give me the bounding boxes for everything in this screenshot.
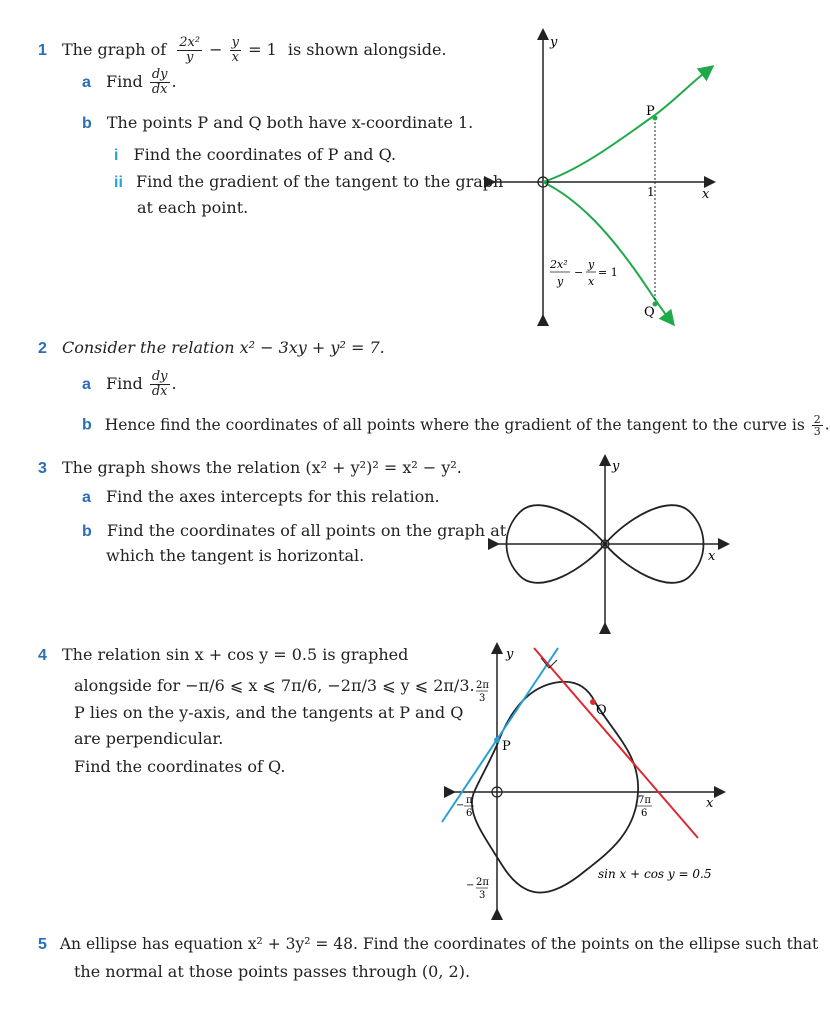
q1bii-line [114,172,503,193]
svg-text:6: 6 [641,808,648,819]
q4-tick-y-top [476,680,489,704]
svg-text:−: − [574,266,584,279]
q1-eq-rhs: = 1 [248,40,277,59]
q3a-text: Find the axes intercepts for this relation. [106,487,440,506]
svg-text:y: y [588,258,595,271]
q3-stem: The graph shows the relation (x² + y²)² = x² − y². [62,458,462,477]
svg-text:= 1: = 1 [598,266,618,279]
q4-tangent-Q [534,648,698,838]
q1a-line: a Find $\frac{dy}{dx}$ . [82,67,177,97]
svg-text:−: − [466,880,475,891]
q1-label-P: P [646,104,655,119]
q4-graph [430,640,730,920]
q1b-text: The points P and Q both have x-coordinate 1. [106,113,474,132]
q1bii-text1: Find the gradient of the tangent to the graph [135,172,504,191]
svg-text:2x²: 2x² [550,258,568,271]
q1b-label: b [82,115,92,132]
q4-line4: are perpendicular. [74,729,224,748]
q2b-text: Hence find the coordinates of all points where the gradient of the tangent to the curve is [104,415,805,434]
svg-text:3: 3 [479,890,486,901]
q1-stem: The graph of [62,40,167,59]
q3b-line [82,521,506,542]
q4-tick-x-right [636,795,652,819]
svg-text:π: π [466,795,473,806]
q2a-line: a Find $\frac{dy}{dx}$ . [82,369,177,399]
q4-label-P: P [502,739,511,754]
q3-x-label: x [708,549,716,564]
q1-x-label: x [702,187,710,202]
svg-text:2π: 2π [476,680,489,691]
q1-lower-curve [543,182,670,320]
q4-tick-y-bottom [466,877,489,901]
q1bii-text2: at each point. [137,198,249,217]
q1-upper-curve [543,70,708,182]
q1a-derivative: $\frac{dy}{dx}$ [151,67,168,97]
q5-number: 5 [38,936,47,953]
q5-line1: 5 An ellipse has equation x² + 3y² = 48. Find the coordinates of the points on the ellipse such that [38,935,819,953]
q4-x-label: x [706,796,714,811]
q1-graph [470,20,730,330]
q4-line5: Find the coordinates of Q. [74,757,286,776]
q3b-text1: Find the coordinates of all points on the graph at [106,521,507,540]
q1-curve-equation [549,258,618,288]
q2-number: 2 [38,340,47,357]
q3-number: 3 [38,460,47,477]
q1-block: 1 The graph of $\frac{\text{2x²}}{y}$ − $\frac{y}{x}$ = 1 is shown alongside. [38,35,447,65]
q1a-label: a [82,74,91,91]
q4-curve-label: sin x + cos y = 0.5 [598,867,712,881]
q3-block [38,458,462,479]
svg-text:2π: 2π [476,877,489,888]
q2-block [38,338,385,359]
q1-label-one: 1 [647,185,655,199]
q1-eq-frac1: $\frac{\text{2x²}}{y}$ [179,35,201,65]
svg-text:x: x [588,275,595,288]
q2b-fraction: $\frac{2}{3}$ [813,413,821,438]
q4-line1: 4 The relation sin x + cos y = 0.5 is graphed [38,645,409,664]
q1bii-label: ii [114,174,123,191]
q2b-line: b Hence find the coordinates of all points where the gradient of the tangent to the curve is $\frac{2}{3}$ . [82,413,830,438]
q4-line3: P lies on the y-axis, and the tangents at P and Q [74,703,464,722]
svg-text:y: y [557,275,564,288]
svg-text:−: − [456,800,465,811]
q1b-line [82,113,473,134]
q5-line2: the normal at those points passes through (0, 2). [74,962,471,981]
q3a-line [82,487,440,508]
q2a-text: Find [106,374,143,393]
q3a-label: a [82,489,91,506]
q1a-text: Find [106,72,143,91]
q3b-text2: which the tangent is horizontal. [106,546,365,565]
q1-label-Q: Q [644,305,655,320]
q2a-label: a [82,376,91,393]
svg-text:3: 3 [479,693,486,704]
q4-number: 4 [38,647,47,664]
q1bi-text: Find the coordinates of P and Q. [133,145,397,164]
q3-y-label: y [612,459,620,474]
q4-point-P [494,737,500,743]
q1-stem-end: is shown alongside. [287,40,447,59]
q1-eq-frac2: $\frac{y}{x}$ [231,35,240,65]
q3b-label: b [82,523,92,540]
svg-text:7π: 7π [638,795,651,806]
q4-label-Q: Q [596,703,607,718]
q4-y-label: y [506,647,514,662]
q1bi-label: i [114,147,119,164]
q2-stem: Consider the relation x² − 3xy + y² = 7. [62,338,385,357]
svg-text:6: 6 [466,808,473,819]
q1-y-label: y [550,35,558,50]
q1-number: 1 [38,42,47,59]
q4-line2: alongside for −π/6 ⩽ x ⩽ 7π/6, −2π/3 ⩽ y ⩽ 2π/3. [74,676,475,695]
q1bi-line [114,145,396,166]
q2b-label: b [82,416,92,434]
q2a-derivative: $\frac{dy}{dx}$ [151,369,168,399]
q3-graph [480,450,740,635]
